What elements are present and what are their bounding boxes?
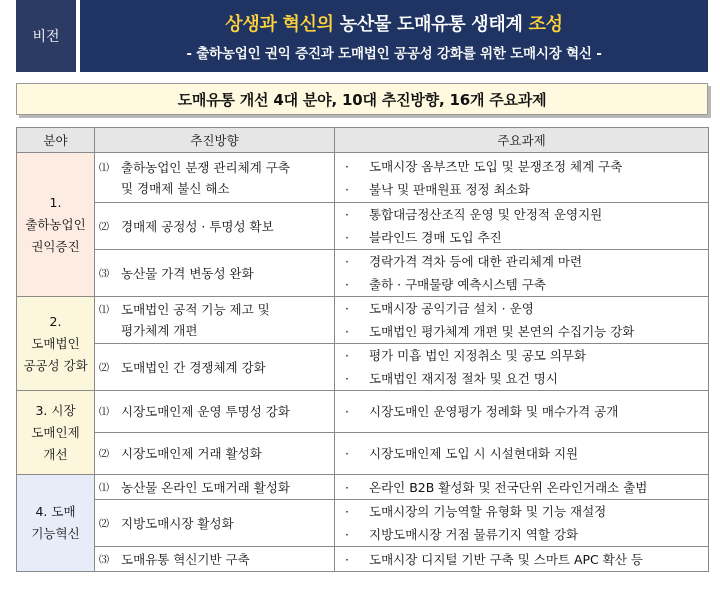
table-row (17, 344, 709, 391)
vision-body (80, 0, 708, 72)
table-row (17, 500, 709, 547)
header-direction: 추진방향 (95, 128, 335, 153)
table-header-row (17, 128, 709, 153)
table-row (17, 475, 709, 500)
tasks-cell: · 시장도매인제 도입 시 시설현대화 지원 (335, 433, 709, 475)
header-tasks: 주요과제 (335, 128, 709, 153)
table-row (17, 153, 709, 203)
tasks-cell: · 도매시장 옴부즈만 도입 및 분쟁조정 체계 구축 · 불낙 및 판매원표 정정 최소화 (335, 153, 709, 203)
direction-cell: ⑶ 농산물 가격 변동성 완화 (95, 250, 335, 297)
direction-cell: ⑶ 도매유통 혁신기반 구축 (95, 547, 335, 572)
direction-cell: ⑵ 경매제 공정성 · 투명성 확보 (95, 203, 335, 250)
summary-title: 도매유통 개선 4대 분야, 10대 추진방향, 16개 주요과제 (16, 83, 708, 115)
vision-label: 비전 (16, 0, 76, 72)
tasks-cell: · 통합대금정산조직 운영 및 안정적 운영지원 · 블라인드 경매 도입 추진 (335, 203, 709, 250)
tasks-cell: · 도매시장의 기능역할 유형화 및 기능 재설정 · 지방도매시장 거점 물류기지 역할 강화 (335, 500, 709, 547)
table-row (17, 547, 709, 572)
table-row (17, 250, 709, 297)
tasks-cell: · 도매시장 디지털 기반 구축 및 스마트 APC 확산 등 (335, 547, 709, 572)
vision-subtitle: - 출하농업인 권익 증진과 도매법인 공공성 강화를 위한 도매시장 혁신 - (186, 46, 602, 62)
table-row (17, 203, 709, 250)
tasks-cell: · 온라인 B2B 활성화 및 전국단위 온라인거래소 출범 (335, 475, 709, 500)
direction-cell: ⑵ 시장도매인제 거래 활성화 (95, 433, 335, 475)
area-cell-3: 3. 시장 도매인제 개선 (17, 391, 95, 475)
table-row (17, 391, 709, 433)
area-cell-4: 4. 도매 기능혁신 (17, 475, 95, 572)
direction-cell: ⑵ 지방도매시장 활성화 (95, 500, 335, 547)
header-area: 분야 (17, 128, 95, 153)
direction-cell: ⑵ 도매법인 간 경쟁체계 강화 (95, 344, 335, 391)
tasks-cell: · 도매시장 공익기금 설치 · 운영 · 도매법인 평가체계 개편 및 본연의 수집기능 강화 (335, 297, 709, 344)
area-cell-2: 2. 도매법인 공공성 강화 (17, 297, 95, 391)
direction-cell: ⑴ 출하농업인 분쟁 관리체계 구축 및 경매제 불신 해소 (95, 153, 335, 203)
vision-banner (16, 0, 708, 72)
tasks-cell: · 시장도매인 운영평가 정례화 및 매수가격 공개 (335, 391, 709, 433)
direction-cell: ⑴ 농산물 온라인 도매거래 활성화 (95, 475, 335, 500)
tasks-cell: · 평가 미흡 법인 지정취소 및 공모 의무화 · 도매법인 재지정 절차 및 요건 명시 (335, 344, 709, 391)
direction-cell: ⑴ 시장도매인제 운영 투명성 강화 (95, 391, 335, 433)
vision-title: 상생과 혁신의 농산물 도매유통 생태계 조성 (225, 14, 563, 35)
table-row (17, 297, 709, 344)
table-row (17, 433, 709, 475)
area-cell-1: 1. 출하농업인 권익증진 (17, 153, 95, 297)
strategy-table (16, 127, 709, 572)
direction-cell: ⑴ 도매법인 공적 기능 제고 및 평가체계 개편 (95, 297, 335, 344)
tasks-cell: · 경락가격 격차 등에 대한 관리체계 마련 · 출하 · 구매물량 예측시스템 구축 (335, 250, 709, 297)
